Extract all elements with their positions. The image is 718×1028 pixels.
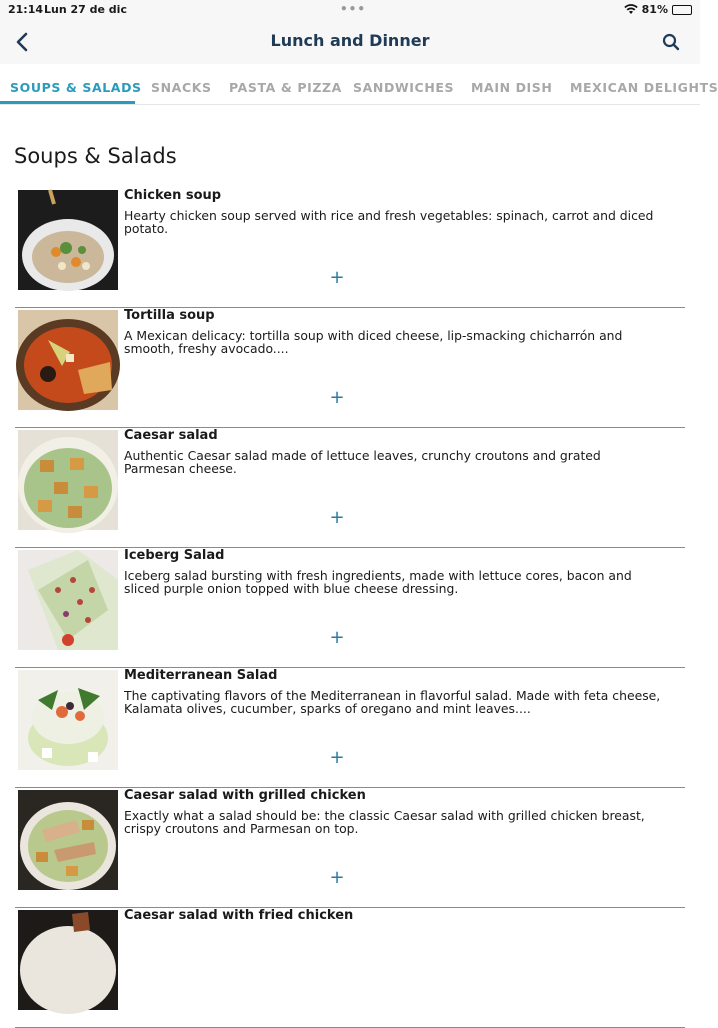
mediterranean-salad-image — [18, 670, 118, 770]
item-name: Caesar salad with grilled chicken — [124, 788, 366, 803]
item-description: Iceberg salad bursting with fresh ingredients, made with lettuce cores, bacon and sliced purple onion topped with blue cheese dressing. — [124, 568, 632, 596]
status-date: Lun 27 de dic — [44, 3, 127, 16]
iceberg-salad-image — [18, 550, 118, 650]
status-bar — [0, 0, 700, 20]
tab-snacks[interactable]: SNACKS — [151, 80, 212, 95]
item-name: Mediterranean Salad — [124, 668, 278, 683]
item-name: Caesar salad with fried chicken — [124, 908, 354, 923]
tab-pasta-pizza[interactable]: PASTA & PIZZA — [229, 80, 342, 95]
item-name: Iceberg Salad — [124, 548, 225, 563]
menu-item[interactable] — [15, 908, 685, 1028]
caesar-fried-chicken-image — [18, 910, 118, 1010]
tab-main-dish[interactable]: MAIN DISH — [471, 80, 553, 95]
item-description: A Mexican delicacy: tortilla soup with diced cheese, lip-smacking chicharrón and smooth, freshy avocado.... — [124, 328, 623, 356]
item-name: Tortilla soup — [124, 308, 215, 323]
add-button[interactable]: + — [329, 867, 345, 888]
tortilla-soup-image — [18, 310, 118, 410]
caesar-grilled-chicken-image — [18, 790, 118, 890]
tab-mexican-delights[interactable]: MEXICAN DELIGHTS — [570, 80, 718, 95]
search-icon — [662, 33, 680, 51]
category-tabs — [0, 65, 718, 105]
menu-list — [15, 188, 685, 1028]
add-button[interactable]: + — [329, 627, 345, 648]
section-title: Soups & Salads — [14, 144, 177, 168]
multitasking-dots-icon[interactable]: ••• — [340, 2, 367, 16]
item-description: The captivating flavors of the Mediterranean in flavorful salad. Made with feta cheese, Kalamata olives, cucumber, sparks of oregano and mint leaves.... — [124, 688, 661, 716]
wifi-icon — [624, 4, 638, 15]
tab-soups-salads[interactable]: SOUPS & SALADS — [10, 80, 142, 95]
item-description: Exactly what a salad should be: the classic Caesar salad with grilled chicken breast, crispy croutons and Parmesan on top. — [124, 808, 645, 836]
item-description: Hearty chicken soup served with rice and fresh vegetables: spinach, carrot and diced potato. — [124, 208, 654, 236]
menu-item[interactable] — [15, 668, 685, 788]
add-button[interactable]: + — [329, 747, 345, 768]
caesar-salad-image — [18, 430, 118, 530]
status-right — [624, 3, 692, 16]
menu-item[interactable] — [15, 308, 685, 428]
menu-item[interactable] — [15, 548, 685, 668]
menu-item[interactable] — [15, 188, 685, 308]
item-description: Authentic Caesar salad made of lettuce leaves, crunchy croutons and grated Parmesan cheese. — [124, 448, 601, 476]
battery-icon — [672, 5, 692, 15]
add-button[interactable]: + — [329, 387, 345, 408]
menu-item[interactable] — [15, 428, 685, 548]
add-button[interactable]: + — [329, 507, 345, 528]
status-time: 21:14 — [8, 3, 44, 16]
tab-sandwiches[interactable]: SANDWICHES — [353, 80, 455, 95]
nav-bar — [0, 20, 700, 64]
menu-item[interactable] — [15, 788, 685, 908]
add-button[interactable]: + — [329, 267, 345, 288]
chicken-soup-image — [18, 190, 118, 290]
active-tab-indicator — [0, 101, 135, 104]
item-name: Caesar salad — [124, 428, 218, 443]
battery-percent: 81% — [641, 3, 668, 16]
page-title: Lunch and Dinner — [270, 31, 430, 50]
search-button[interactable] — [658, 29, 684, 55]
item-name: Chicken soup — [124, 188, 222, 203]
